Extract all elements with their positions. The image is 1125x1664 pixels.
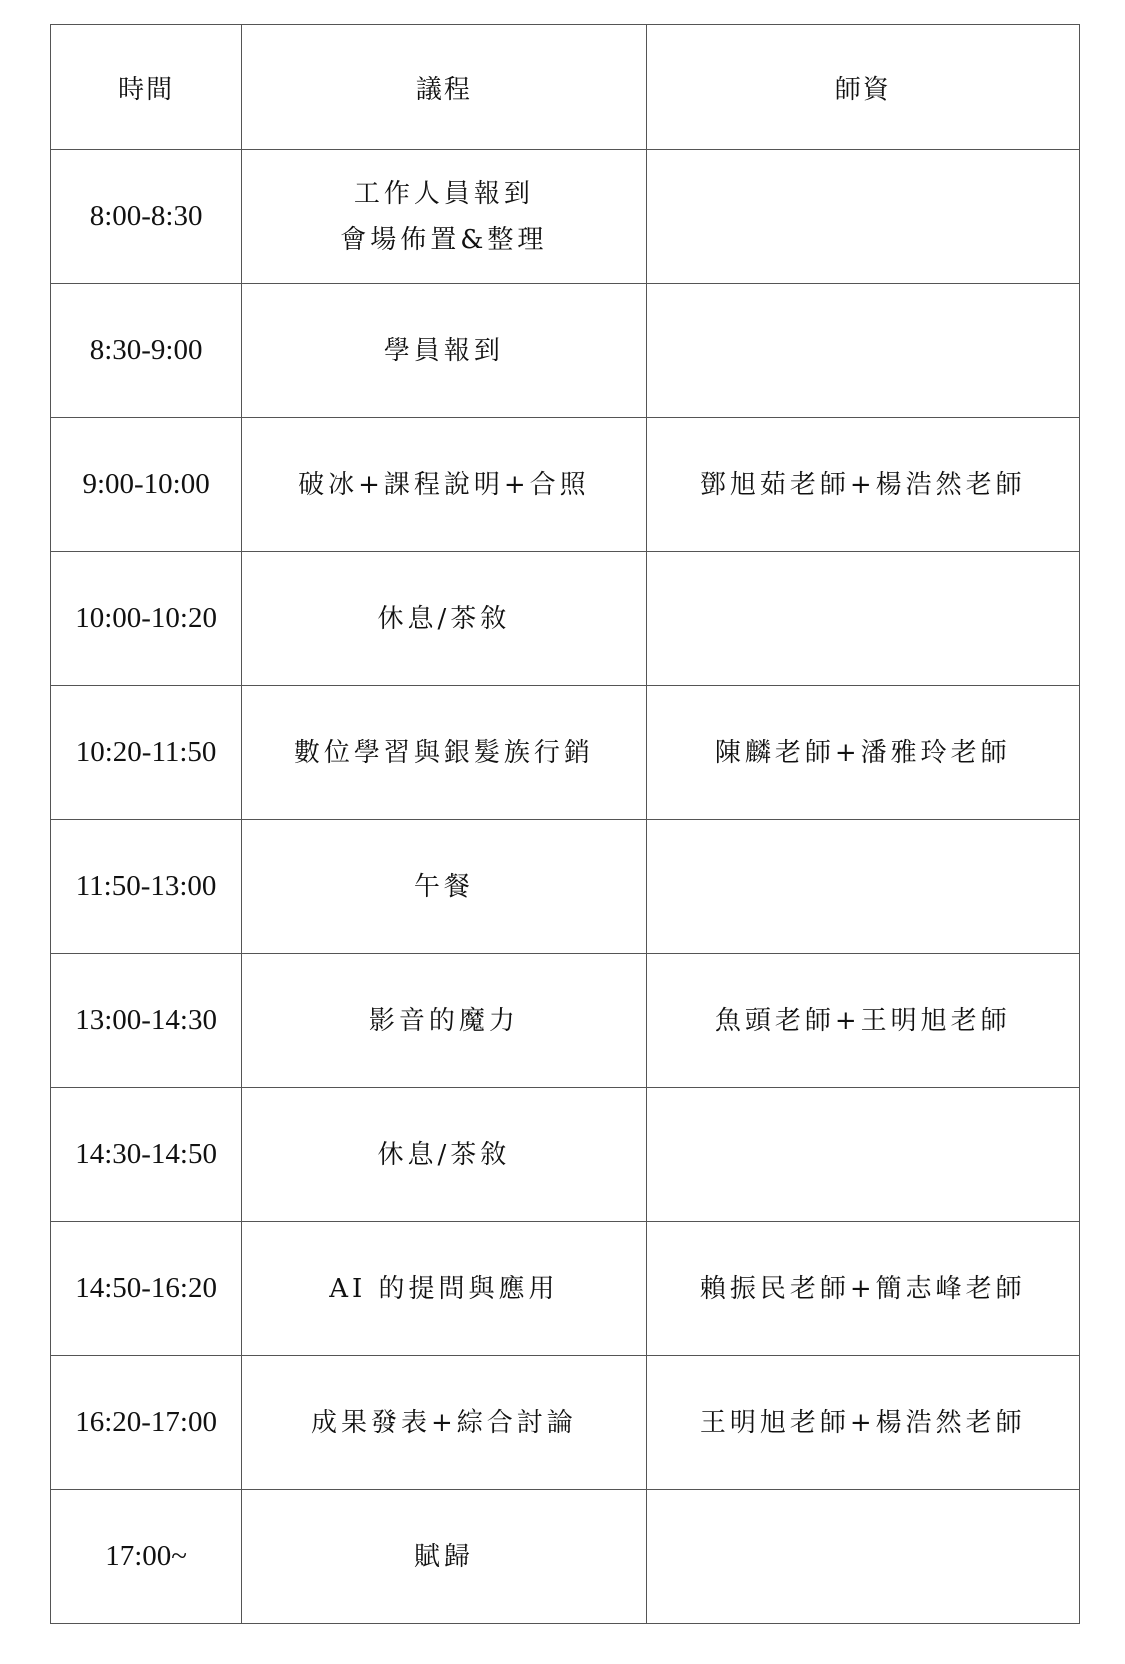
agenda-line: 學員報到: [383, 335, 504, 366]
agenda-cell: [242, 150, 646, 284]
agenda-line: 破冰+課程說明+合照: [298, 469, 590, 500]
table-header: [51, 25, 1080, 150]
teacher-cell: [646, 820, 1079, 954]
agenda-cell: [242, 686, 646, 820]
agenda-cell: [242, 954, 646, 1088]
time-cell: 13:00-14:30: [51, 954, 242, 1088]
header-agenda: 議程: [242, 25, 646, 150]
time-cell: 14:50-16:20: [51, 1222, 242, 1356]
table-row: [51, 1490, 1080, 1624]
time-cell: 10:20-11:50: [51, 686, 242, 820]
teacher-cell: [646, 1490, 1079, 1624]
table-row: [51, 686, 1080, 820]
teacher-cell: 賴振民老師+簡志峰老師: [646, 1222, 1079, 1356]
teacher-cell: [646, 1088, 1079, 1222]
table-row: [51, 418, 1080, 552]
time-cell: 17:00~: [51, 1490, 242, 1624]
agenda-line: 午餐: [413, 871, 474, 902]
teacher-cell: [646, 150, 1079, 284]
teacher-cell: 鄧旭茹老師+楊浩然老師: [646, 418, 1079, 552]
agenda-cell: [242, 1356, 646, 1490]
teacher-cell: [646, 552, 1079, 686]
agenda-cell: [242, 284, 646, 418]
schedule-table: [50, 24, 1080, 1624]
agenda-cell: [242, 418, 646, 552]
agenda-line: 工作人員報到: [353, 178, 534, 209]
header-time: 時間: [51, 25, 242, 150]
teacher-cell: 王明旭老師+楊浩然老師: [646, 1356, 1079, 1490]
time-cell: 8:00-8:30: [51, 150, 242, 284]
teacher-cell: 陳麟老師+潘雅玲老師: [646, 686, 1079, 820]
agenda-line: 休息/茶敘: [377, 1139, 511, 1170]
time-cell: 8:30-9:00: [51, 284, 242, 418]
table-row: [51, 150, 1080, 284]
agenda-line: 影音的魔力: [368, 1005, 519, 1036]
teacher-cell: 魚頭老師+王明旭老師: [646, 954, 1079, 1088]
table-row: [51, 552, 1080, 686]
agenda-cell: [242, 1088, 646, 1222]
header-teacher: 師資: [646, 25, 1079, 150]
agenda-cell: [242, 820, 646, 954]
table-body: [51, 150, 1080, 1624]
table-row: [51, 954, 1080, 1088]
table-row: [51, 1088, 1080, 1222]
agenda-cell: [242, 552, 646, 686]
agenda-line: AI 的提問與應用: [329, 1273, 559, 1304]
time-cell: 14:30-14:50: [51, 1088, 242, 1222]
agenda-cell: [242, 1222, 646, 1356]
agenda-line: 會場佈置&整理: [340, 224, 548, 255]
time-cell: 11:50-13:00: [51, 820, 242, 954]
agenda-cell: [242, 1490, 646, 1624]
table-row: [51, 1356, 1080, 1490]
header-row: [51, 25, 1080, 150]
time-cell: 10:00-10:20: [51, 552, 242, 686]
time-cell: 16:20-17:00: [51, 1356, 242, 1490]
agenda-line: 成果發表+綜合討論: [310, 1407, 577, 1438]
teacher-cell: [646, 284, 1079, 418]
agenda-line: 休息/茶敘: [377, 603, 511, 634]
time-cell: 9:00-10:00: [51, 418, 242, 552]
table-row: [51, 284, 1080, 418]
agenda-line: 賦歸: [413, 1541, 474, 1572]
agenda-line: 數位學習與銀髮族行銷: [293, 737, 594, 768]
table-row: [51, 1222, 1080, 1356]
table-row: [51, 820, 1080, 954]
